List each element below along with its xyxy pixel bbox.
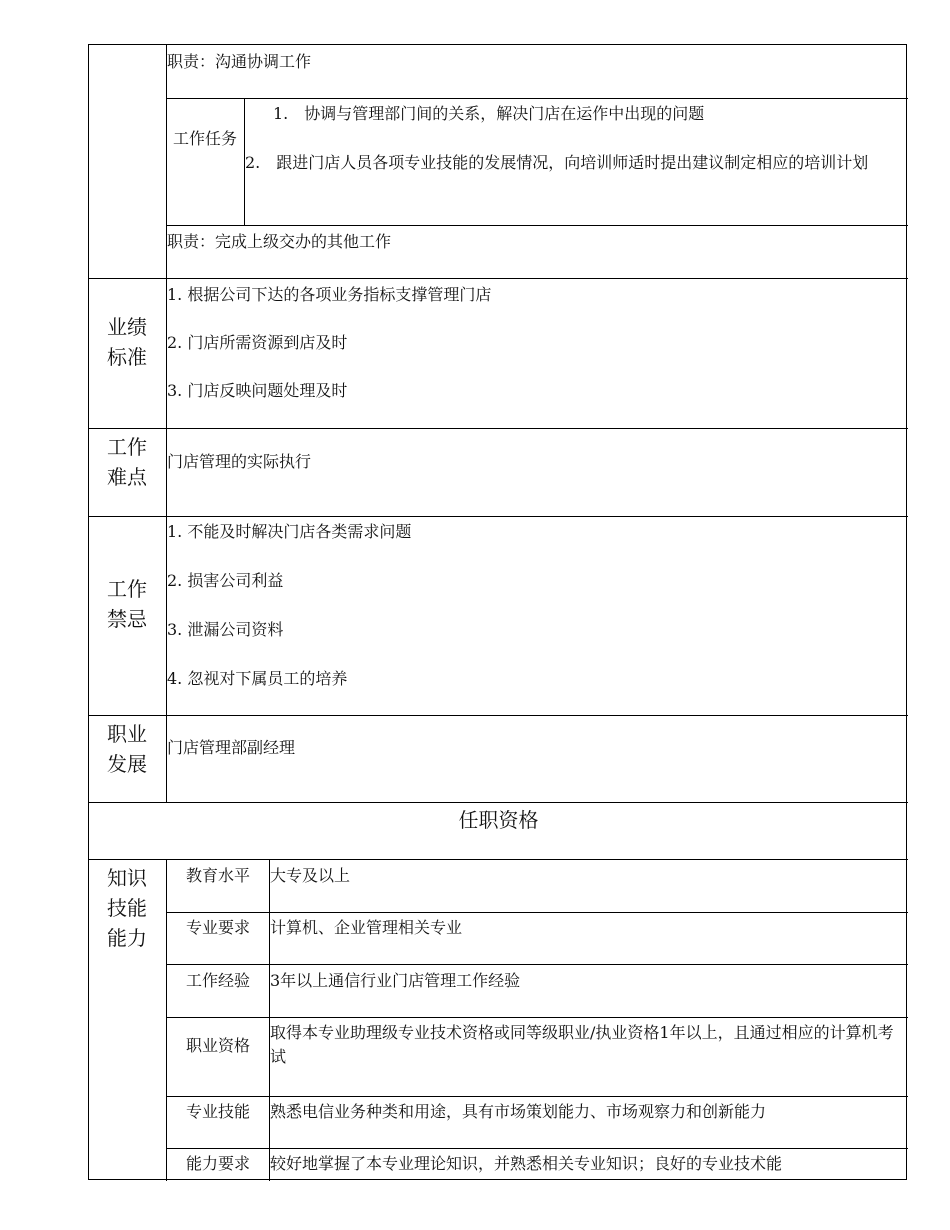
- qual-value-education: 大专及以上: [270, 866, 351, 885]
- taboo-item-3: 3. 泄漏公司资料: [167, 620, 284, 639]
- qual-row-divider-3: [166, 1017, 908, 1018]
- taboo-item-2: 2. 损害公司利益: [167, 571, 284, 590]
- job-description-table: [88, 44, 907, 1180]
- performance-label: 业绩标准: [107, 315, 147, 369]
- qual-label-divider: [269, 859, 270, 1181]
- divider-after-duty3: [89, 278, 908, 279]
- taboo-item-1: 1. 不能及时解决门店各类需求问题: [167, 522, 412, 541]
- qual-value-skills: 熟悉电信业务种类和用途，具有市场策划能力、市场观察力和创新能力: [270, 1102, 767, 1121]
- duty3-label: 职责：完成上级交办的其他工作: [167, 232, 392, 251]
- qual-value-ability: 较好地掌握了本专业理论知识，并熟悉相关专业知识；良好的专业技术能: [270, 1154, 783, 1173]
- divider-after-qual-title: [89, 859, 908, 860]
- divider-after-performance: [89, 428, 908, 429]
- qual-value-experience: 3年以上通信行业门店管理工作经验: [270, 971, 521, 990]
- divider-after-task: [166, 225, 908, 226]
- qualification-group-label: 知识技能能力: [107, 866, 147, 950]
- performance-item-3: 3. 门店反映问题处理及时: [167, 381, 348, 400]
- task-item-2: 2. 跟进门店人员各项专业技能的发展情况，向培训师适时提出建议制定相应的培训计划: [245, 153, 869, 172]
- divider-after-difficulty: [89, 516, 908, 517]
- difficulty-label: 工作难点: [107, 435, 147, 489]
- qual-value-major: 计算机、企业管理相关专业: [270, 918, 463, 937]
- taboos-label: 工作禁忌: [107, 577, 147, 631]
- divider-after-career: [89, 802, 908, 803]
- career-text: 门店管理部副经理: [167, 738, 296, 757]
- task-item-1: 1. 协调与管理部门间的关系，解决门店在运作中出现的问题: [273, 104, 705, 123]
- qual-row-divider-4: [166, 1096, 908, 1097]
- divider-after-duty2: [166, 98, 908, 99]
- performance-item-1: 1. 根据公司下达的各项业务指标支撑管理门店: [167, 285, 492, 304]
- career-label: 职业发展: [107, 722, 147, 776]
- qual-label-education: 教育水平: [185, 866, 250, 885]
- difficulty-text: 门店管理的实际执行: [167, 452, 312, 471]
- qual-value-certification: 取得本专业助理级专业技术资格或同等级职业/执业资格1年以上，且通过相应的计算机考试: [270, 1023, 894, 1066]
- qual-label-certification: 职业资格: [185, 1036, 250, 1055]
- qual-label-experience: 工作经验: [185, 971, 250, 990]
- qual-row-divider-2: [166, 964, 908, 965]
- qual-label-skills: 专业技能: [185, 1102, 250, 1121]
- task-label: 工作任务: [172, 129, 237, 148]
- qualification-title: 任职资格: [458, 808, 539, 832]
- qual-left-divider: [166, 859, 167, 1181]
- divider-after-taboos: [89, 715, 908, 716]
- qual-label-ability: 能力要求: [185, 1154, 250, 1173]
- qual-row-divider-1: [166, 912, 908, 913]
- qual-row-divider-5: [166, 1148, 908, 1149]
- qual-label-major: 专业要求: [185, 918, 250, 937]
- duty2-label: 职责：沟通协调工作: [167, 52, 312, 71]
- performance-item-2: 2. 门店所需资源到店及时: [167, 333, 348, 352]
- taboo-item-4: 4. 忽视对下属员工的培养: [167, 669, 348, 688]
